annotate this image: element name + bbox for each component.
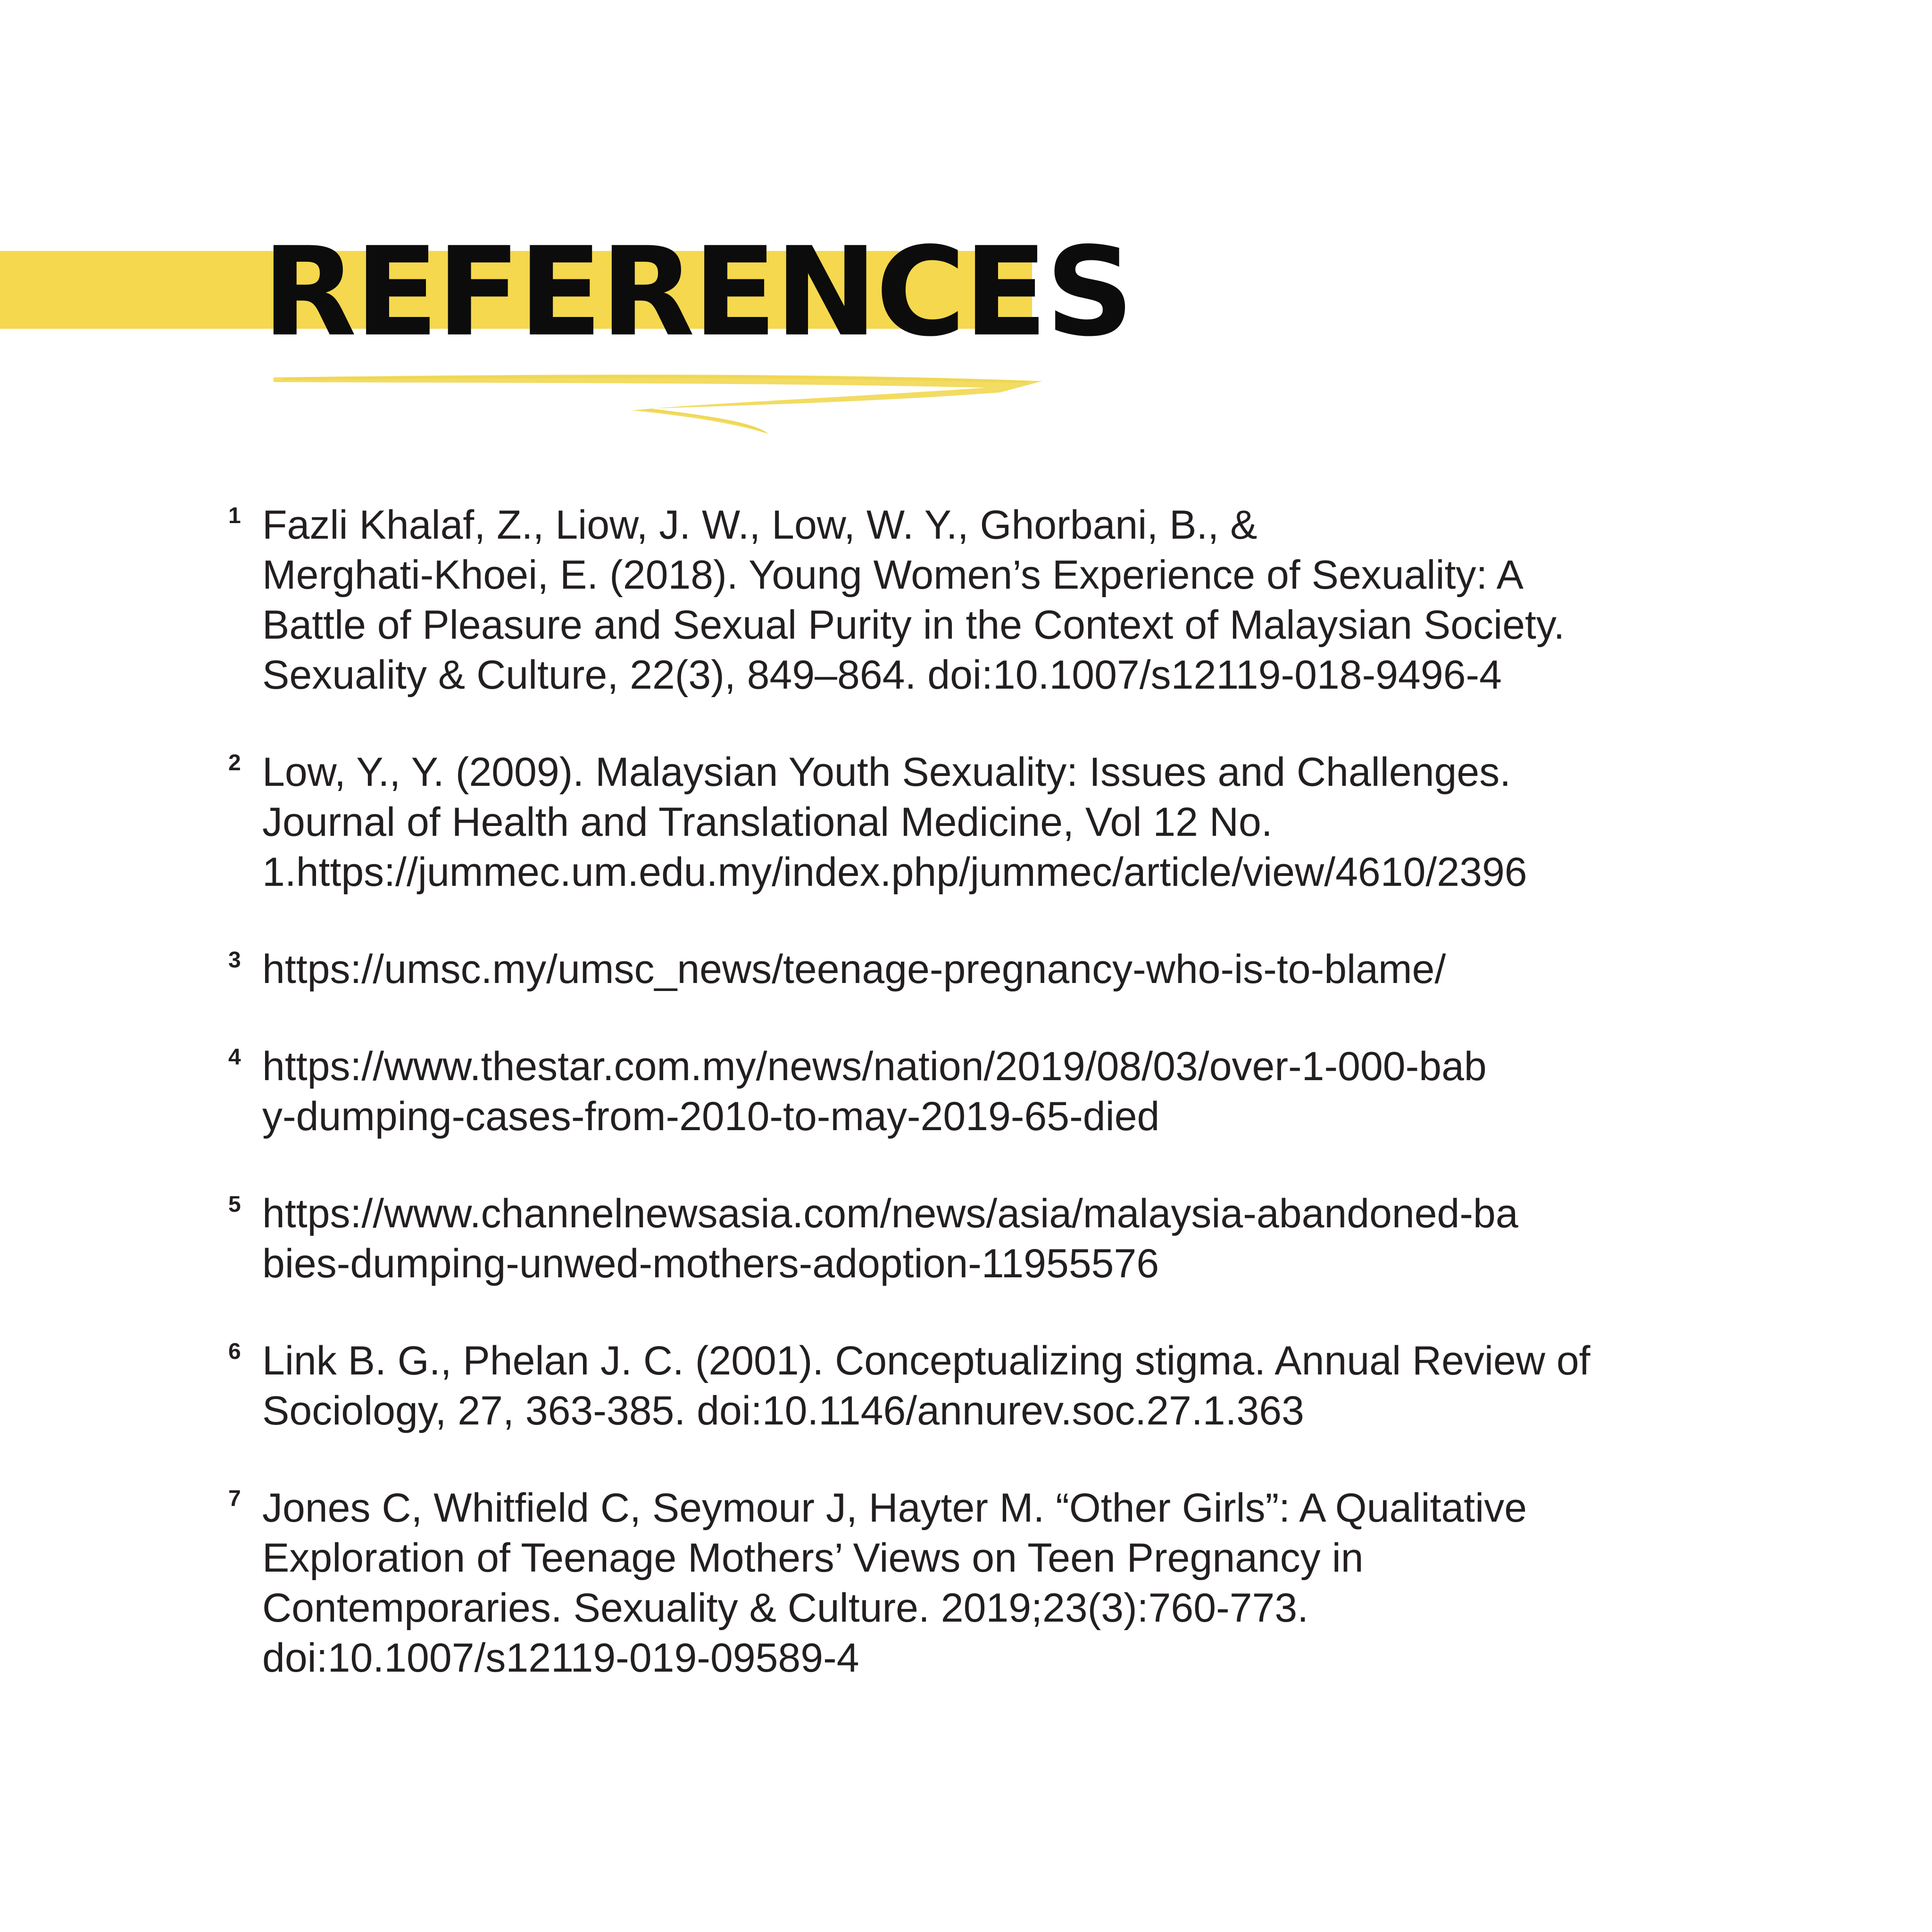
page-title: REFERENCES bbox=[262, 221, 1133, 364]
reference-text-line: Journal of Health and Translational Medicine, Vol 12 No. bbox=[262, 799, 1273, 845]
reference-item bbox=[226, 944, 1736, 994]
reference-number: 2 bbox=[228, 750, 241, 775]
reference-number: 1 bbox=[228, 503, 241, 528]
reference-text-line: 1.https://jummec.um.edu.my/index.php/jummec/article/view/4610/2396 bbox=[262, 849, 1527, 895]
reference-number: 7 bbox=[228, 1486, 241, 1511]
reference-text-line: https://www.thestar.com.my/news/nation/2019/08/03/over-1-000-bab bbox=[262, 1044, 1487, 1089]
reference-text-line: Merghati-Khoei, E. (2018). Young Women’s Experience of Sexuality: A bbox=[262, 552, 1524, 598]
reference-number: 6 bbox=[228, 1339, 241, 1364]
reference-text-line: Battle of Pleasure and Sexual Purity in the Context of Malaysian Society. bbox=[262, 602, 1565, 648]
reference-item bbox=[226, 500, 1736, 700]
reference-number: 5 bbox=[228, 1192, 241, 1217]
reference-item bbox=[226, 747, 1736, 897]
reference-text-line: https://www.channelnewsasia.com/news/asia/malaysia-abandoned-ba bbox=[262, 1191, 1518, 1236]
reference-text-line: bies-dumping-unwed-mothers-adoption-11955576 bbox=[262, 1241, 1159, 1286]
reference-text-line: https://umsc.my/umsc_news/teenage-pregnancy-who-is-to-blame/ bbox=[262, 947, 1446, 992]
reference-number: 4 bbox=[228, 1045, 241, 1070]
reference-text-line: Sociology, 27, 363-385. doi:10.1146/annurev.soc.27.1.363 bbox=[262, 1388, 1304, 1433]
reference-item bbox=[226, 1483, 1736, 1683]
reference-text-line: Fazli Khalaf, Z., Liow, J. W., Low, W. Y., Ghorbani, B., & bbox=[262, 502, 1257, 548]
reference-text-line: Jones C, Whitfield C, Seymour J, Hayter M. “Other Girls”: A Qualitative bbox=[262, 1485, 1527, 1531]
reference-number: 3 bbox=[228, 948, 241, 973]
reference-text-line: Link B. G., Phelan J. C. (2001). Conceptualizing stigma. Annual Review of bbox=[262, 1338, 1591, 1383]
reference-item bbox=[226, 1336, 1736, 1436]
reference-text-line: Exploration of Teenage Mothers’ Views on Teen Pregnancy in bbox=[262, 1535, 1364, 1581]
reference-text-line: y-dumping-cases-from-2010-to-may-2019-65-died bbox=[262, 1094, 1160, 1139]
reference-item bbox=[226, 1189, 1736, 1289]
brush-underline-decoration bbox=[274, 363, 1047, 443]
reference-text-line: Low, Y., Y. (2009). Malaysian Youth Sexuality: Issues and Challenges. bbox=[262, 749, 1511, 795]
reference-text-line: doi:10.1007/s12119-019-09589-4 bbox=[262, 1635, 859, 1681]
reference-list bbox=[226, 500, 1736, 1730]
reference-text-line: Sexuality & Culture, 22(3), 849–864. doi:10.1007/s12119-018-9496-4 bbox=[262, 652, 1502, 698]
reference-text-line: Contemporaries. Sexuality & Culture. 2019;23(3):760-773. bbox=[262, 1585, 1309, 1631]
reference-item bbox=[226, 1041, 1736, 1141]
